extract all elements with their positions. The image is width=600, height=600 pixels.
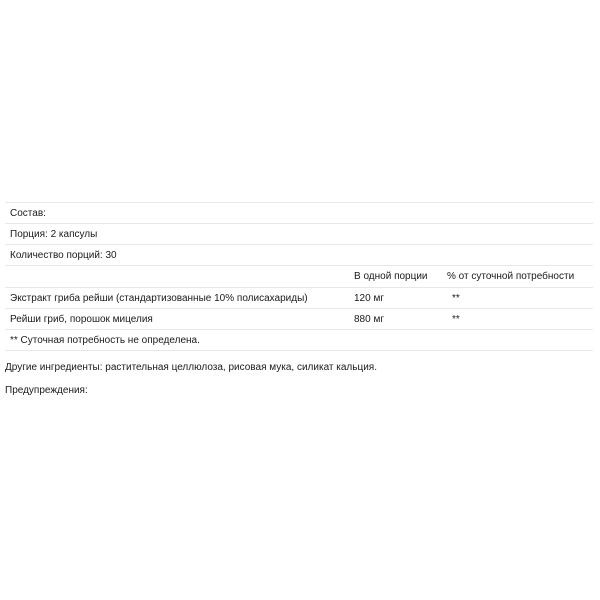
warnings-label: Предупреждения:	[5, 385, 88, 396]
table-header-row	[5, 266, 593, 288]
daily-value-header: % от суточной потребности	[447, 271, 575, 282]
other-ingredients-text: Другие ингредиенты: растительная целлюлоза, рисовая мука, силикат кальция.	[5, 362, 377, 373]
servings-count-label: Количество порций: 30	[10, 249, 117, 261]
table-row	[5, 309, 593, 330]
composition-row	[5, 203, 593, 224]
serving-size-label: Порция: 2 капсулы	[10, 228, 98, 240]
ingredient-daily-value: **	[452, 292, 460, 304]
servings-count-row	[5, 245, 593, 266]
serving-size-row	[5, 224, 593, 245]
ingredient-name: Экстракт гриба рейши (стандартизованные 10% полисахариды)	[10, 292, 308, 304]
footnote-text: ** Суточная потребность не определена.	[10, 334, 200, 346]
ingredient-amount: 880 мг	[354, 313, 384, 325]
ingredient-name: Рейши гриб, порошок мицелия	[10, 313, 153, 325]
ingredient-daily-value: **	[452, 313, 460, 325]
ingredient-amount: 120 мг	[354, 292, 384, 304]
footnote-row	[5, 330, 593, 351]
table-row	[5, 288, 593, 309]
supplement-facts-table	[5, 202, 593, 351]
composition-label: Состав:	[10, 207, 46, 219]
per-serving-header: В одной порции	[354, 271, 428, 282]
